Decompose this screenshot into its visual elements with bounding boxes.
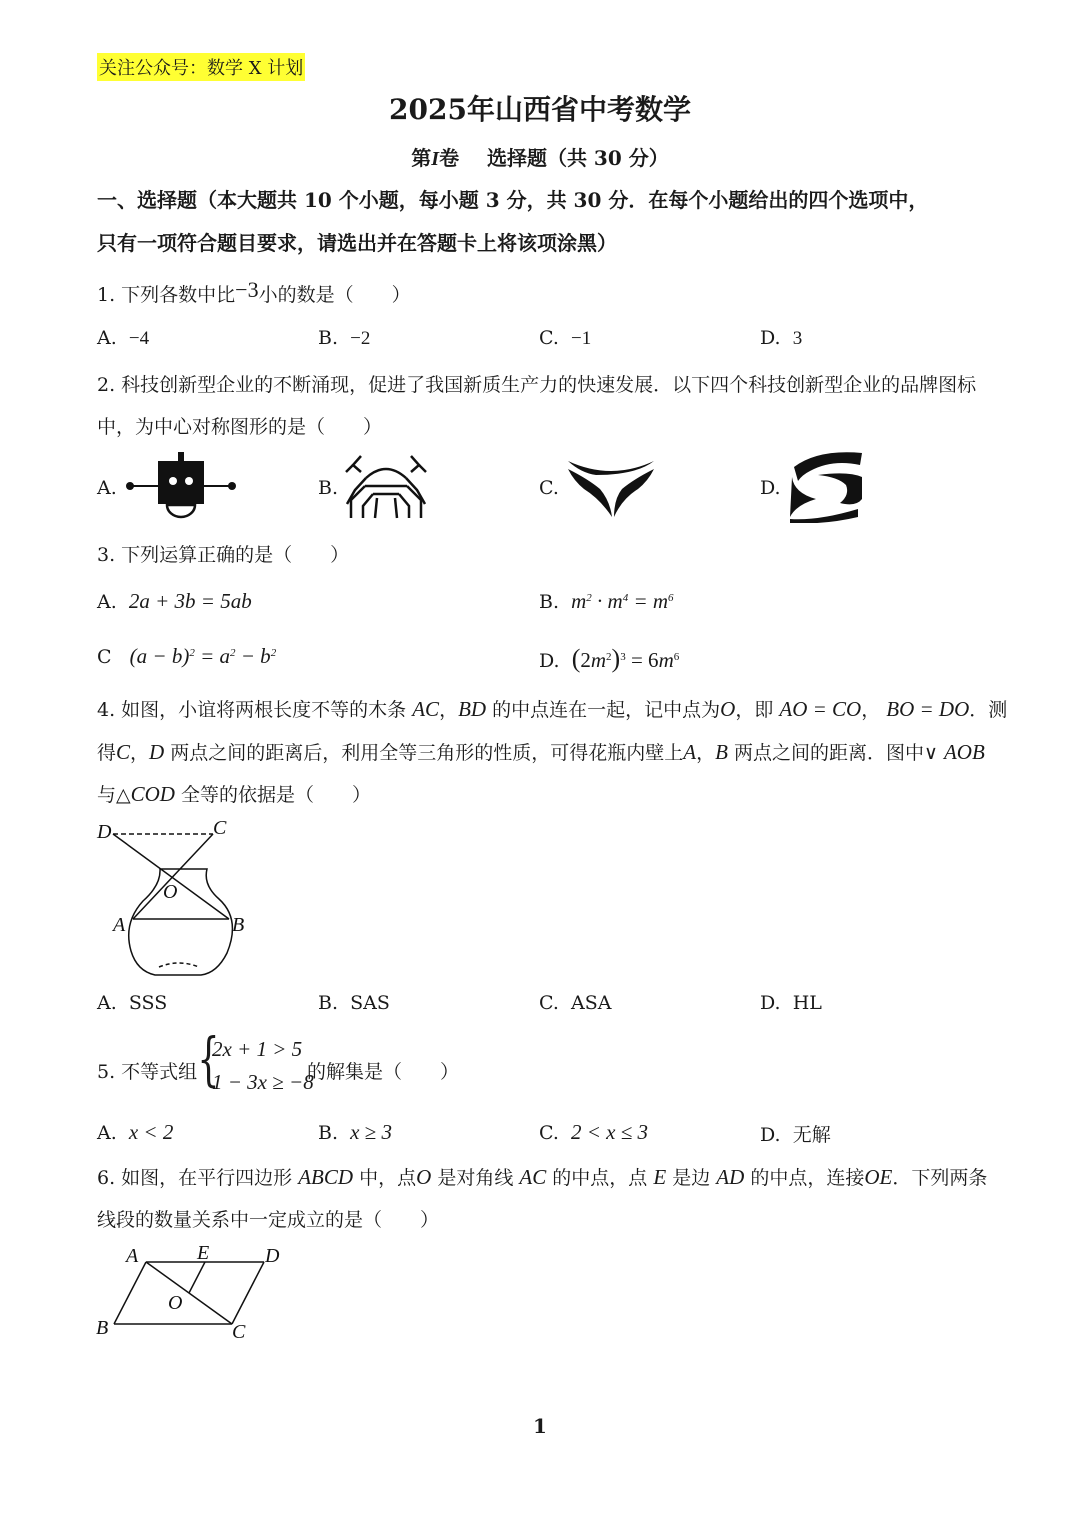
q2-option-c-label[interactable]: C. [539,477,559,499]
q4-option-b[interactable]: B. SAS [318,992,390,1014]
q3-option-c[interactable]: C $(a - b)^2 = a^2 - b^2$ [97,644,277,668]
question-4-line1: 4. 如图，小谊将两根长度不等的木条 AC，BD 的中点连在一起，记中点为O，即 AO = CO， BO = DO．测 [97,697,1008,721]
fig4-label-a: A [113,914,126,936]
s-swirl-logo-icon [788,447,866,523]
question-5-prefix: 5. 不等式组 [97,1061,198,1083]
part-subtitle: 第I卷 选择题（共 30 分） [411,146,669,170]
curved-triangle-logo-icon [566,455,656,519]
parallelogram-figure [94,1238,294,1344]
question-4-line2: 得C，D 两点之间的距离后，利用全等三角形的性质，可得花瓶内壁上A，B 两点之间的距离．图中∨ AOB [97,740,985,764]
question-3-stem: 3. 下列运算正确的是（ ） [97,544,350,566]
q5-option-a[interactable]: A. x < 2 [97,1120,174,1144]
q3-option-d[interactable]: D. $(2m^2)^3 = 6m^6$ [539,644,680,673]
fig6-label-e: E [197,1242,210,1264]
question-6-line2: 线段的数量关系中一定成立的是（ ） [97,1209,440,1231]
fig6-label-a: A [126,1245,139,1267]
q5-option-b[interactable]: B. x ≥ 3 [318,1120,392,1144]
question-2-line2: 中，为中心对称图形的是（ ） [97,416,383,438]
q5-option-d[interactable]: D. 无解 [760,1124,831,1146]
q1-option-d[interactable]: D. 3 [760,327,803,349]
section-heading-line2: 只有一项符合题目要求，请选出并在答题卡上将该项涂黑） [97,231,617,255]
fig6-label-b: B [96,1317,109,1339]
robot-logo-icon [125,448,237,524]
fig4-label-d: D [97,821,112,843]
inequality-2: 1 − 3x ≥ −8 [212,1070,314,1094]
system-brace: { [197,1025,220,1093]
question-5-suffix: 的解集是（ ） [307,1061,460,1083]
q4-option-c[interactable]: C. ASA [539,992,612,1014]
q2-option-d-label[interactable]: D. [760,477,781,499]
q1-option-c[interactable]: C. −1 [539,327,592,349]
page-title: 2025年山西省中考数学 [389,93,691,126]
fig6-label-c: C [232,1321,246,1343]
fig4-label-c: C [213,817,227,839]
q2-option-b-label[interactable]: B. [318,477,339,499]
question-1-stem: 1. 下列各数中比−3小的数是（ ） [97,277,411,306]
fig4-label-o: O [163,881,178,903]
fig6-label-d: D [265,1245,280,1267]
page-number: 1 [533,1414,547,1438]
q4-option-a[interactable]: A. SSS [97,992,168,1014]
q4-option-d[interactable]: D. HL [760,992,822,1014]
section-heading-line1: 一、选择题（本大题共 10 个小题，每小题 3 分，共 30 分．在每个小题给出的四个选项中， [97,188,929,212]
fig4-label-b: B [232,914,245,936]
q5-option-c[interactable]: C. 2 < x ≤ 3 [539,1120,649,1144]
header-note: 关注公众号：数学 X 计划 [97,53,305,81]
vase-figure [95,815,265,985]
q3-option-a[interactable]: A. 2a + 3b = 5ab [97,589,252,613]
q1-option-b[interactable]: B. −2 [318,327,371,349]
question-6-line1: 6. 如图，在平行四边形 ABCD 中，点O 是对角线 AC 的中点，点 E 是边 AD 的中点，连接OE．下列两条 [97,1165,988,1189]
q1-option-a[interactable]: A. −4 [97,327,150,349]
question-4-line3: 与△COD 全等的依据是（ ） [97,782,372,806]
question-2-line1: 2. 科技创新型企业的不断涌现，促进了我国新质生产力的快速发展．以下四个科技创新型企业的品牌图标 [97,374,977,396]
inequality-1: 2x + 1 > 5 [212,1037,303,1061]
q2-option-a-label[interactable]: A. [97,477,117,499]
q3-option-b[interactable]: B. $m^2 \cdot m^4 = m^6$ [539,589,674,613]
crab-logo-icon [343,452,429,522]
fig6-label-o: O [168,1292,183,1314]
